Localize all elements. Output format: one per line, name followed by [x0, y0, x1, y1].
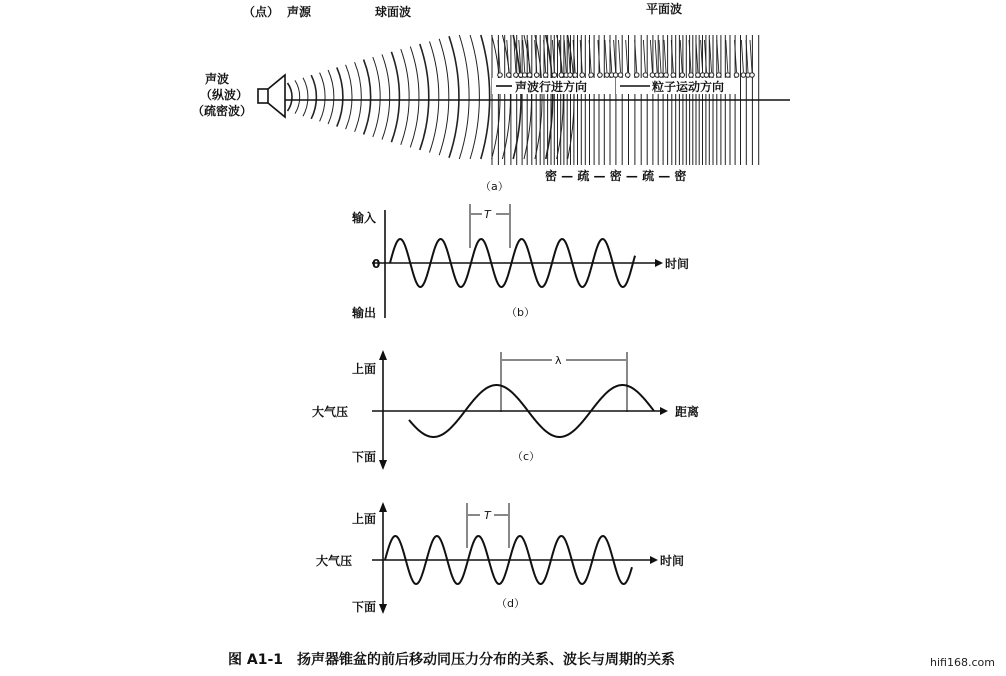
- particle-trace: [650, 40, 652, 72]
- spherical-wavefront: [420, 44, 429, 150]
- compression-wave-label: （疏密波）: [192, 104, 253, 118]
- axis-d-arrowhead-up: [379, 502, 387, 512]
- particle-dot: [543, 73, 548, 78]
- particle-trace: [626, 40, 628, 72]
- particle-dot: [680, 73, 685, 78]
- speaker-icon: [258, 75, 285, 117]
- particle-dot: [664, 73, 669, 78]
- particle-trace: [614, 40, 616, 72]
- spherical-wavefront: [288, 83, 293, 111]
- spherical-wavefront: [355, 62, 362, 132]
- propagation-direction-label: 声波行进方向: [515, 80, 588, 94]
- watermark: hifi168.com: [930, 656, 995, 669]
- spherical-wavefront: [303, 78, 308, 116]
- spherical-wavefront: [449, 36, 459, 158]
- particle-dot: [514, 73, 519, 78]
- time-label-b: 时间: [665, 257, 690, 271]
- spherical-wavefront: [502, 35, 510, 159]
- particle-dot: [507, 73, 512, 78]
- spherical-wavefront: [373, 57, 380, 137]
- spherical-wavefront: [311, 75, 316, 119]
- caption-a: （a）: [480, 180, 509, 193]
- particle-dot: [498, 73, 503, 78]
- panel-c: [312, 350, 699, 470]
- panel-a: [192, 1, 790, 193]
- spherical-wavefront: [470, 35, 479, 159]
- spherical-wavefront: [459, 35, 469, 159]
- particle-dot: [605, 73, 610, 78]
- below-label-d: 下面: [352, 600, 377, 614]
- spherical-wavefront: [320, 73, 325, 122]
- particle-trace: [605, 40, 607, 72]
- axis-c-arrowhead-right: [660, 407, 668, 415]
- caption-c: （c）: [512, 450, 541, 463]
- below-label-c: 下面: [352, 450, 377, 464]
- particle-dot: [726, 73, 731, 78]
- particle-dot: [696, 73, 701, 78]
- particle-dot: [559, 73, 564, 78]
- particle-dot: [580, 73, 585, 78]
- particle-dot: [527, 73, 532, 78]
- particle-trace: [643, 40, 645, 72]
- particle-trace: [750, 40, 752, 72]
- particle-dot: [618, 73, 623, 78]
- above-label-c: 上面: [352, 362, 377, 376]
- particle-trace: [741, 40, 743, 72]
- wavelength-label: λ: [555, 354, 562, 367]
- axis-c-arrowhead-up: [379, 350, 387, 360]
- period-b-label: T: [484, 208, 491, 221]
- panel-d: [316, 502, 684, 614]
- spherical-wavefront: [337, 67, 343, 126]
- spherical-wavefront: [410, 47, 419, 148]
- particle-trace: [523, 40, 525, 72]
- particle-dot: [717, 73, 722, 78]
- axis-d-arrowhead-down: [379, 604, 387, 614]
- particle-dot: [750, 73, 755, 78]
- caption-d: （d）: [496, 597, 525, 610]
- longitudinal-label: （纵波）: [200, 88, 249, 102]
- particle-trace: [564, 40, 566, 72]
- particle-dot: [709, 73, 714, 78]
- particle-dot: [573, 73, 578, 78]
- spherical-wavefront: [430, 41, 439, 152]
- particle-dot: [589, 73, 594, 78]
- particle-trace: [659, 40, 661, 72]
- spherical-wavefront: [328, 70, 334, 124]
- output-label: 输出: [352, 306, 377, 320]
- particle-dot: [650, 73, 655, 78]
- figure-caption: 图 A1-1 扬声器锥盆的前后移动同压力分布的关系、波长与周期的关系: [228, 652, 676, 668]
- particle-dot: [598, 73, 603, 78]
- particle-dot: [704, 73, 709, 78]
- above-label-d: 上面: [352, 512, 377, 526]
- particle-dot: [552, 73, 557, 78]
- particle-trace: [619, 40, 621, 72]
- particle-dot: [689, 73, 694, 78]
- particle-trace: [664, 40, 666, 72]
- plane-wave-label: 平面波: [646, 2, 683, 16]
- spherical-wavefront: [346, 65, 352, 129]
- distance-label: 距离: [675, 405, 700, 419]
- particle-dot: [741, 73, 746, 78]
- period-d-label: T: [484, 509, 491, 522]
- spherical-wavefront: [546, 35, 553, 159]
- spherical-wavefront: [382, 54, 390, 139]
- particle-dot: [522, 73, 527, 78]
- particle-trace: [680, 40, 682, 72]
- spherical-wavefront: [391, 52, 399, 142]
- particle-dot: [671, 73, 676, 78]
- particle-dot: [625, 73, 630, 78]
- spherical-wavefront: [481, 35, 490, 159]
- particle-dot: [643, 73, 648, 78]
- particle-dot: [568, 73, 573, 78]
- input-label: 输入: [352, 211, 377, 225]
- particle-trace: [655, 40, 657, 72]
- particle-dot: [659, 73, 664, 78]
- particle-dot: [534, 73, 539, 78]
- zero-label: 0: [372, 257, 381, 271]
- spherical-wavefront: [364, 60, 371, 135]
- time-label-d: 时间: [660, 554, 685, 568]
- axis-b-arrowhead: [655, 259, 663, 267]
- axis-c-arrowhead-down: [379, 460, 387, 470]
- particle-dot: [613, 73, 618, 78]
- spherical-wave-label: 球面波: [375, 5, 412, 19]
- particle-trace: [726, 40, 728, 72]
- spherical-wavefront: [295, 80, 300, 113]
- sound-source-label: 声源: [287, 5, 312, 19]
- spherical-wavefront: [524, 35, 531, 159]
- panel-b: [351, 204, 689, 320]
- particle-dot: [634, 73, 639, 78]
- particle-direction-label: 粒子运动方向: [652, 80, 725, 94]
- particle-dot: [734, 73, 739, 78]
- density-pattern-label: 密 — 疏 — 密 — 疏 — 密: [545, 169, 687, 183]
- caption-b: （b）: [506, 306, 535, 319]
- axis-d-arrowhead-right: [650, 556, 658, 564]
- point-label: （点）: [243, 5, 280, 19]
- atmospheric-label-d: 大气压: [316, 554, 353, 568]
- spherical-wavefront: [401, 49, 409, 145]
- spherical-wavefront: [439, 39, 449, 155]
- atmospheric-label-c: 大气压: [312, 405, 349, 419]
- sound-wave-label: 声波: [205, 72, 230, 86]
